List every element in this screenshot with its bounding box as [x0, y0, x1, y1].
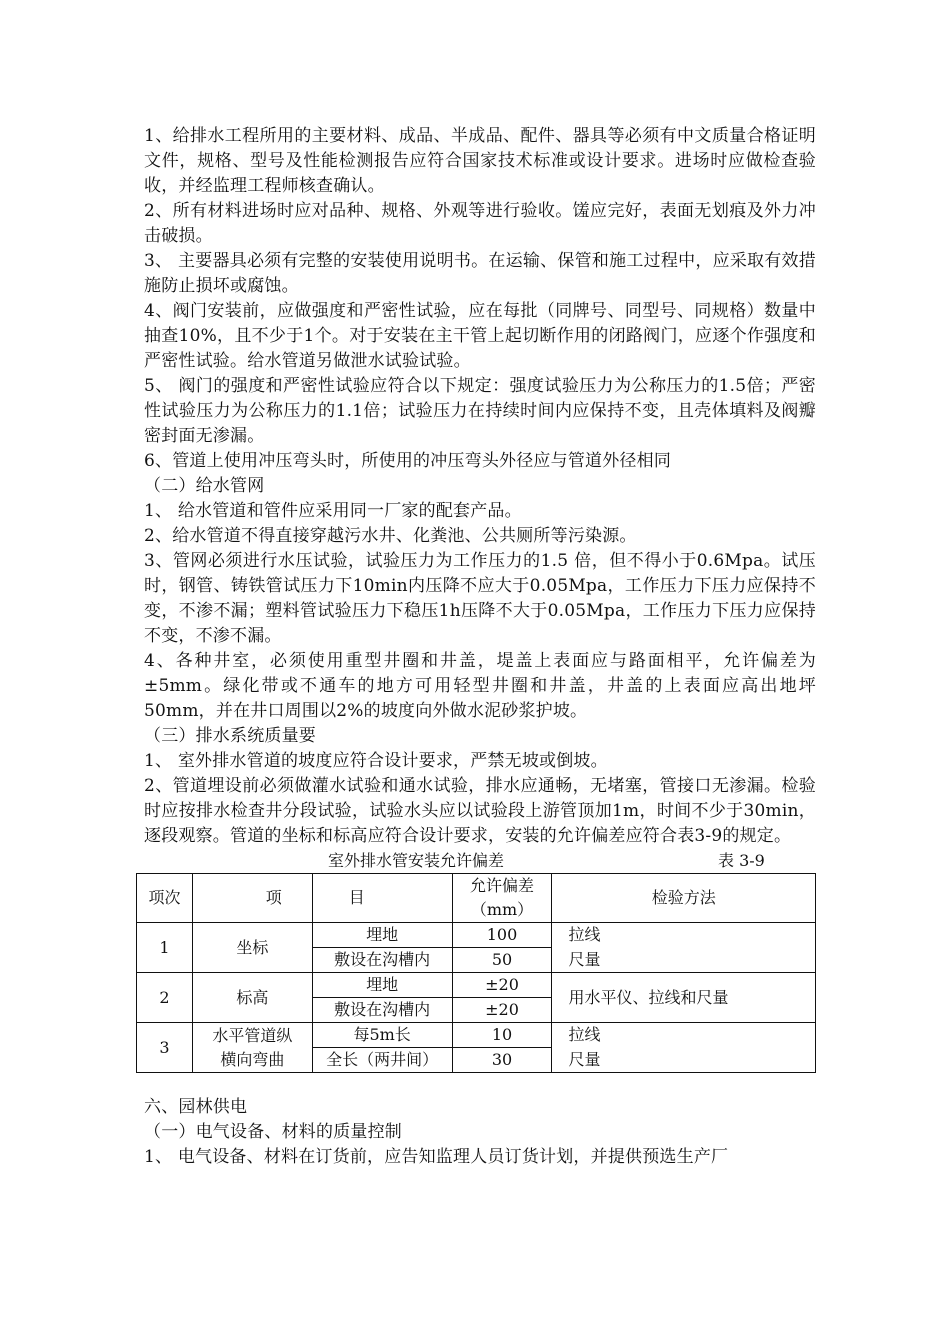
paragraph: 5、 阀门的强度和严密性试验应符合以下规定：强度试验压力为公称压力的1.5倍；严密性试验压力为公称压力的1.1倍；试验压力在持续时间内应保持不变，且壳体填料及阀瓣密封面无渗漏。 [144, 376, 816, 446]
cell-value: 100 [452, 923, 552, 948]
paragraph: 4、各种井室，必须使用重型井圈和井盖，堤盖上表面应与路面相平，允许偏差为±5mm。绿化带或不通车的地方可用轻型井圈和井盖，井盖的上表面应高出地坪50mm，并在井口周围以2%的坡度向外做水泥砂浆护坡。 [144, 651, 816, 721]
header-cell-method: 检验方法 [552, 874, 816, 923]
document-page [144, 124, 816, 1170]
cell-sub: 埋地 [312, 973, 452, 998]
table-row [137, 973, 816, 998]
table-caption: 室外排水管安装允许偏差 [328, 851, 505, 870]
table-header-row [137, 874, 816, 923]
paragraph: 2、所有材料进场时应对品种、规格、外观等进行验收。馐应完好，表面无划痕及外力冲击破损。 [144, 201, 816, 246]
cell-no: 1 [137, 923, 193, 973]
cell-sub: 埋地 [312, 923, 452, 948]
cell-no: 2 [137, 973, 193, 1023]
cell-value: ±20 [452, 998, 552, 1023]
paragraph: 3、 主要器具必须有完整的安装使用说明书。在运输、保管和施工过程中，应采取有效措施防止损坏或腐蚀。 [144, 251, 816, 296]
paragraph: 1、 室外排水管道的坡度应符合设计要求，严禁无坡或倒坡。 [144, 751, 608, 771]
cell-value: ±20 [452, 973, 552, 998]
section-heading: （三）排水系统质量要 [144, 726, 316, 746]
cell-sub: 每5m长 [312, 1023, 452, 1048]
cell-value: 50 [452, 948, 552, 973]
section-heading: （二）给水管网 [144, 476, 265, 496]
section-bottom [144, 1095, 816, 1170]
chapter-heading: 六、园林供电 [144, 1097, 248, 1117]
section-heading: （一）电气设备、材料的质量控制 [144, 1122, 402, 1142]
cell-method: 尺量 [552, 948, 816, 973]
table-caption-row [144, 849, 816, 873]
paragraph: 4、阀门安装前，应做强度和严密性试验，应在每批（同牌号、同型号、同规格）数量中抽查10%，且不少于1个。对于安装在主干管上起切断作用的闭路阀门，应逐个作强度和严密性试验。给水管道另做泄水试验试验。 [144, 301, 816, 371]
paragraph: 3、管网必须进行水压试验，试验压力为工作压力的1.5 倍，但不得小于0.6Mpa。试压时，钢管、铸铁管试压力下10min内压降不应大于0.05Mpa，工作压力下压力应保持不变，不渗不漏；塑料管试验压力下稳压1h压降不大于0.05Mpa，工作压力下压力应保持不变，不渗不漏。 [144, 551, 816, 646]
table-row [137, 1023, 816, 1048]
cell-item: 水平管道纵横向弯曲 [192, 1023, 312, 1073]
paragraph: 1、 电气设备、材料在订货前，应告知监理人员订货计划，并提供预选生产厂 [144, 1147, 729, 1167]
header-cell-item-a: 项 [192, 874, 312, 923]
paragraph: 1、给排水工程所用的主要材料、成品、半成品、配件、器具等必须有中文质量合格证明文件，规格、型号及性能检测报告应符合国家技术标准或设计要求。进场时应做检查验收，并经监理工程师核查确认。 [144, 126, 816, 196]
cell-value: 10 [452, 1023, 552, 1048]
cell-method: 尺量 [552, 1048, 816, 1073]
table-number: 表 3-9 [718, 851, 765, 870]
cell-value: 30 [452, 1048, 552, 1073]
cell-sub: 敷设在沟槽内 [312, 948, 452, 973]
cell-sub: 全长（两井间） [312, 1048, 452, 1073]
paragraph: 2、管道埋设前必须做灌水试验和通水试验，排水应通畅，无堵塞，管接口无渗漏。检验时应按排水检查井分段试验，试验水头应以试验段上游管顶加1m，时间不少于30min，逐段观察。管道的坐标和标高应符合设计要求，安装的允许偏差应符合表3-9的规定。 [144, 776, 816, 846]
paragraph: 6、管道上使用冲压弯头时，所使用的冲压弯头外径应与管道外径相同 [144, 451, 672, 471]
cell-method: 拉线 [552, 923, 816, 948]
spacer [144, 1073, 816, 1095]
paragraph: 1、 给水管道和管件应采用同一厂家的配套产品。 [144, 501, 522, 521]
tolerance-table [136, 873, 816, 1073]
cell-item: 坐标 [192, 923, 312, 973]
cell-method: 用水平仪、拉线和尺量 [552, 973, 816, 1023]
header-cell-item-b: 目 [312, 874, 452, 923]
section-top [144, 124, 816, 849]
cell-item: 标高 [192, 973, 312, 1023]
cell-method: 拉线 [552, 1023, 816, 1048]
cell-sub: 敷设在沟槽内 [312, 998, 452, 1023]
header-cell-no: 项次 [137, 874, 193, 923]
table-row [137, 923, 816, 948]
header-cell-tolerance: 允许偏差（mm） [452, 874, 552, 923]
cell-no: 3 [137, 1023, 193, 1073]
paragraph: 2、给水管道不得直接穿越污水井、化粪池、公共厕所等污染源。 [144, 526, 637, 546]
